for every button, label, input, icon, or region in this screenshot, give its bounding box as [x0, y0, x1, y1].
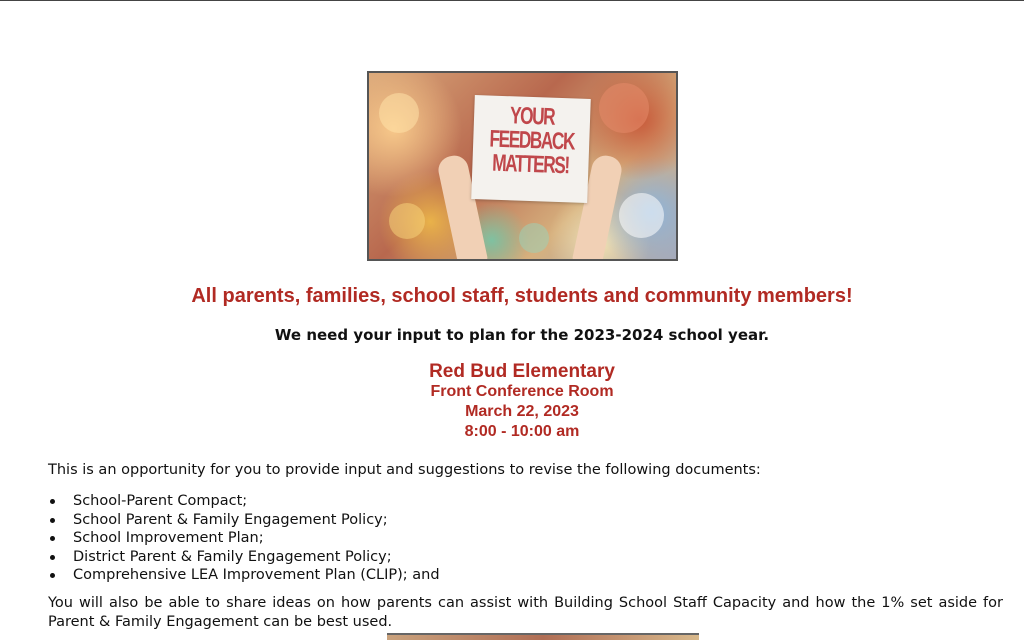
meeting-room: Front Conference Room [430, 383, 614, 400]
feedback-matters-image [367, 71, 678, 261]
school-name: Red Bud Elementary [429, 361, 615, 382]
page-top-border [0, 0, 1024, 1]
list-item: Comprehensive LEA Improvement Plan (CLIP); and [48, 566, 440, 585]
bokeh-light [599, 83, 649, 133]
bokeh-light [619, 193, 664, 238]
sign-line: YOUR [509, 102, 555, 131]
sign-line: FEEDBACK [489, 125, 575, 156]
closing-paragraph: You will also be able to share ideas on how parents can assist with Building School Staff Capacity and how the 1% set aside for Parent & Family Engagement can be best used. [48, 595, 1003, 630]
sign-text [488, 104, 574, 179]
subhead: We need your input to plan for the 2023-2024 school year. [274, 326, 770, 344]
intro-paragraph: This is an opportunity for you to provide input and suggestions to revise the following documents: [48, 462, 761, 478]
bokeh-light [519, 223, 549, 253]
meeting-date: March 22, 2023 [465, 403, 579, 420]
bokeh-light [389, 203, 425, 239]
headline: All parents, families, school staff, students and community members! [191, 285, 853, 307]
sign-line: MATTERS! [491, 149, 570, 180]
feedback-sign [471, 95, 591, 203]
next-image-edge [387, 633, 699, 640]
bokeh-light [379, 93, 419, 133]
list-item: School Parent & Family Engagement Policy; [48, 511, 440, 530]
list-item: School Improvement Plan; [48, 529, 440, 548]
list-item: District Parent & Family Engagement Policy; [48, 548, 440, 567]
documents-list [48, 492, 440, 585]
list-item: School-Parent Compact; [48, 492, 440, 511]
meeting-time: 8:00 - 10:00 am [464, 423, 580, 440]
